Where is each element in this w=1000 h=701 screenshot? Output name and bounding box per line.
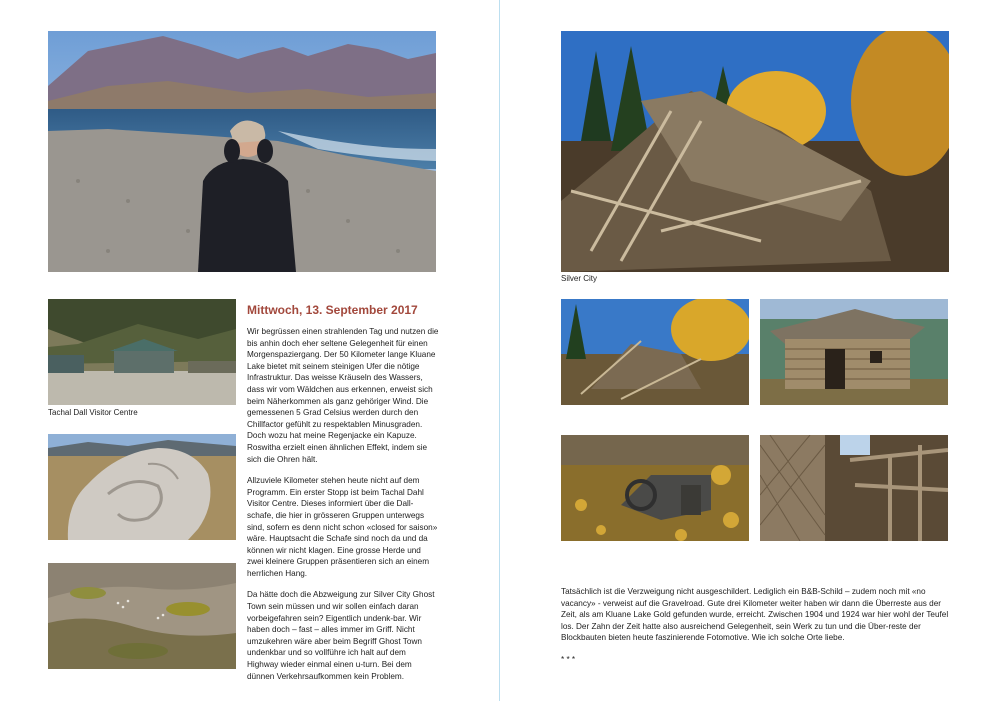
paragraph: Tatsächlich ist die Verzweigung nicht ausgeschildert. Lediglich ein B&B-Schild – zudem noch mit «no vacancy» - verweist auf die Gravelroad. Gute drei Kilometer weiter haben wir dann die Überreste aus der Zeit, als am Kluane Lake Gold gefunden wurde, erreicht. Zwischen 1904 und 1924 war hier wohl der Teufel los. Der Zahn der Zeit hatte also ausreichend Gelegenheit, sein Werk zu tun und die Über-reste der Blockbauten bieten heute faszinierende Fotomotive. Wie ich solche Orte liebe. — [561, 587, 949, 643]
photo-lake-shore — [48, 31, 436, 272]
photo-collapsed-cabin-large — [561, 31, 949, 272]
photo-old-vehicle — [561, 435, 749, 541]
right-article — [561, 586, 949, 676]
paragraph: Da hätte doch die Abzweigung zur Silver City Ghost Town sein müssen und wir sollen einfach daran vorbeigefahren sein? Eigentlich undenk-bar. Wir haben doch – fast – alles immer im Griff. Nicht umzukehren wäre aber beim Begriff Ghost Town undenkbar und so vollführe ich halt auf dem Highway wieder einmal einen u-turn. Bei dem dünnen Verkehrsaufkommen kein Problem. — [247, 590, 435, 681]
photo-sheep-sculpture — [48, 434, 236, 540]
photo-cabin-interior — [760, 435, 948, 541]
left-article — [247, 326, 439, 692]
caption-silver-city: Silver City — [561, 274, 598, 283]
photo-visitor-centre — [48, 299, 236, 405]
photo-ruin-autumn — [561, 299, 749, 405]
paragraph: Wir begrüssen einen strahlenden Tag und nutzen die bis anhin doch eher seltene Gelegenheit für einen Morgenspaziergang. Der 50 Kilometer lange Kluane Lake bietet mit seinem steinigen Ufer die nötige Infrastruktur. Das weisse Kräuseln des Wassers, dass wir vom Wäldchen aus erkennen, erweist sich beim Näherkommen als ganz gehöriger Wind. Die gemessenen 5 Grad Celsius werden durch den Chillfactor gefühlt zu respektablen Minusgraden. Doch wozu hat meine Regenjacke ein Kapuze. Roswitha erzielt einen ähnlichen Effekt, indem sie sich die Ohren hält. — [247, 327, 439, 464]
entry-title: Mittwoch, 13. September 2017 — [247, 303, 418, 317]
photo-log-cabin — [760, 299, 948, 405]
caption-visitor-centre: Tachal Dall Visitor Centre — [48, 408, 138, 417]
photo-dall-sheep-hillside — [48, 563, 236, 669]
page-gutter — [499, 0, 500, 701]
section-separator: * * * — [561, 654, 576, 664]
paragraph: Allzuviele Kilometer stehen heute nicht auf dem Programm. Ein erster Stopp ist beim Tachal Dahl Visitor Centre. Dieses informiert über die Dall-schafe, die hier in grösseren Gruppen unterwegs sind, sofern es denn nicht schon «closed for saison» wäre. Hauptsacht die Schafe sind noch da und da können wir nicht klagen. Eine grosse Herde und zwei kleinere Gruppen präsentieren sich an einem herrlichen Hang. — [247, 476, 438, 578]
